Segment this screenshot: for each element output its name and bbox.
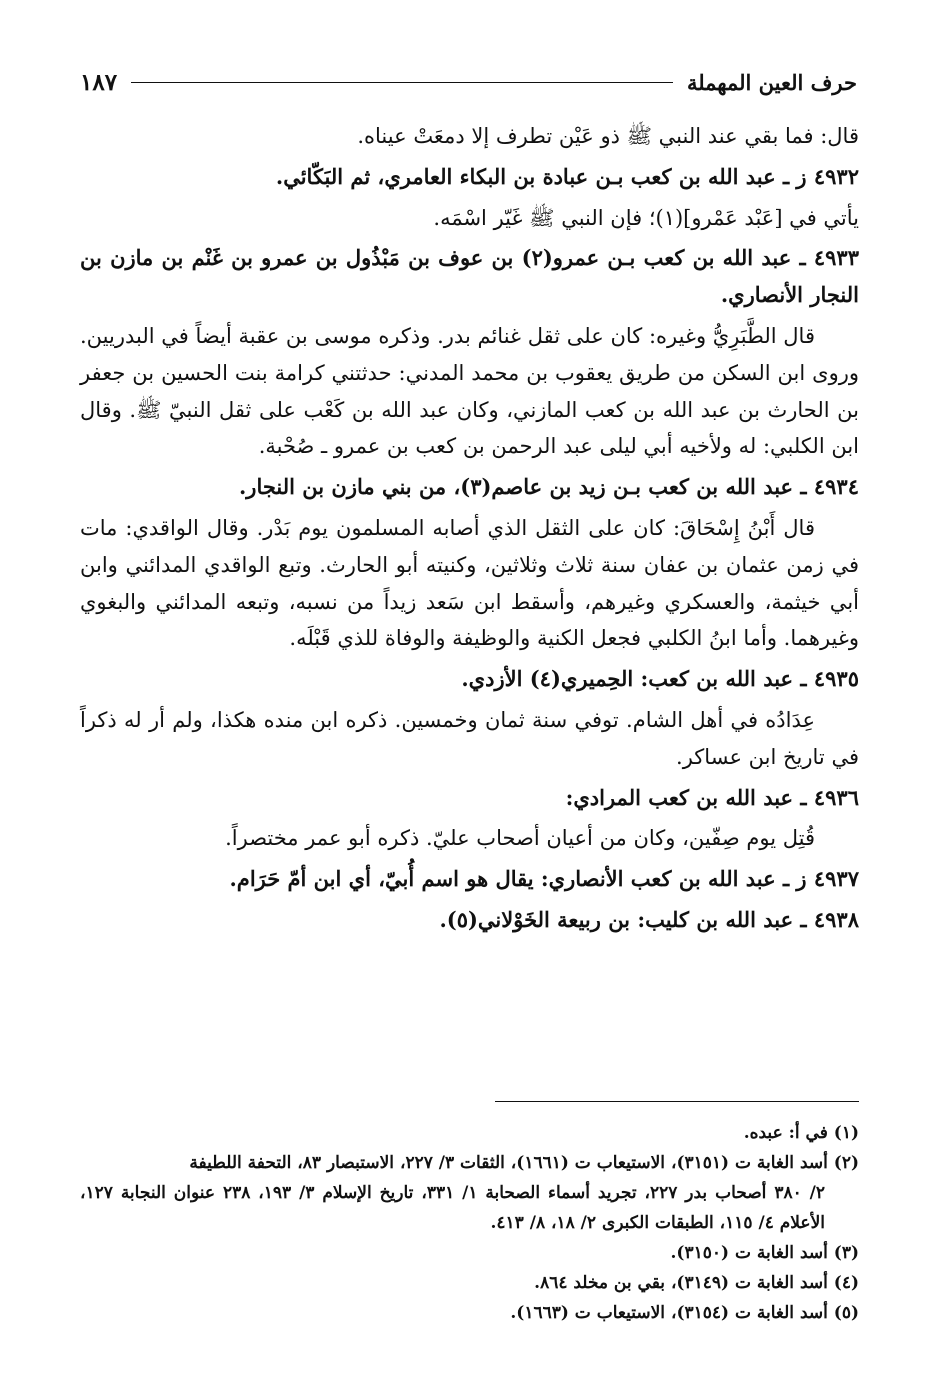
main-text [80, 118, 859, 943]
paragraph: عِدَادُه في أهل الشام. توفي سنة ثمان وخمسين. ذكره ابن منده هكذا، ولم أر له ذكراً في تاريخ ابن عساكر. [80, 707, 859, 769]
footnote-divider [495, 1101, 859, 1102]
header-rule [131, 82, 673, 83]
footnotes [80, 1118, 859, 1328]
paragraph: قُتِل يوم صِفّين، وكان من أعيان أصحاب عليّ. ذكره أبو عمر مختصراً. [225, 826, 815, 851]
footnote: (٢) أسد الغابة ت (٣١٥١)، الاستيعاب ت (١٦٦١)، الثقات ٣/ ٢٢٧، الاستبصار ٨٣، التحفة اللطيفة [189, 1153, 859, 1173]
entry-heading: ٤٩٣٢ ز ـ عبد الله بن كعب بـن عبادة بن البكاء العامري، ثم البَكّائي. [275, 163, 859, 189]
footnote-continuation: ٢/ ٣٨٠ أصحاب بدر ٢٢٧، تجريد أسماء الصحابة ١/ ٣٣١، تاريخ الإسلام ٣/ ١٩٣، ٢٣٨ عنوان النجابة ١٢٧، الأعلام ٤/ ١١٥، الطبقات الكبرى ٢/ ١٨، ٨/ ٤١٣. [80, 1183, 825, 1233]
entry-heading: ٤٩٣٥ ـ عبد الله بن كعب: الحِميري(٤) الأزدي. [461, 666, 859, 692]
paragraph: قال: فما بقي عند النبي ﷺ ذو عَيْن تطرف إلا دمعَتْ عيناه. [357, 124, 859, 148]
entry-heading: ٤٩٣٤ ـ عبد الله بن كعب بـن زيد بن عاصم(٣)، من بني مازن بن النجار. [239, 474, 859, 500]
footnote: (١) في أ: عبده. [743, 1123, 859, 1143]
footnote: (٣) أسد الغابة ت (٣١٥٠). [670, 1243, 859, 1263]
footnote: (٥) أسد الغابة ت (٣١٥٤)، الاستيعاب ت (١٦٦٣). [510, 1303, 859, 1323]
paragraph: قال الطَّبَرِيُّ وغيره: كان على ثقل غنائم بدر. وذكره موسى بن عقبة أيضاً في البدريين. وروى ابن السكن من طريق يعقوب بن محمد المدني: حدثتني كرامة بنت الحسين بن جعفر بن الحارث بن عبد الله بن كعب المازني، وكان عبد الله بن كَعْب على ثقل النبيّ ﷺ. وقال ابن الكلبي: له ولأخيه أبي ليلى عبد الرحمن بن كعب بن عمرو ـ صُحْبة. [80, 323, 859, 459]
paragraph: يأتي في [عَبْد عَمْرو](١)؛ فإن النبي ﷺ غَيّر اسْمَه. [433, 205, 859, 230]
entry-heading: ٤٩٣٨ ـ عبد الله بن كليب: بن ربيعة الخَوْلاني(٥). [439, 906, 859, 932]
entry-heading: ٤٩٣٣ ـ عبد الله بن كعب بـن عمرو(٢) بن عوف بن مَبْذُول بن عمرو بن غَنْم بن مازن بن النجار الأنصاري. [80, 245, 859, 308]
entry-heading: ٤٩٣٧ ز ـ عبد الله بن كعب الأنصاري: يقال هو اسم أُبيّ، أي ابن أمّ حَرَام. [229, 866, 859, 892]
chapter-title: حرف العين المهملة [686, 69, 857, 95]
paragraph: قال أَبْنُ إِسْحَاقَ: كان على الثقل الذي أصابه المسلمون يوم بَدْر. وقال الواقدي: مات في زمن عثمان بن عفان سنة ثلاث وثلاثين، وكنيته أبو الحارث. وتبع الواقدي المدائني وابن أبي خيثمة، والعسكري وغيرهم، وأسقط ابن سَعد زيداً من نسبه، وتبعه المدائني والبغوي وغيرهما. وأما ابنُ الكلبي فجعل الكنية والوظيفة والوفاة للذي قَبْلَه. [80, 515, 859, 651]
running-header [80, 62, 857, 102]
entry-heading: ٤٩٣٦ ـ عبد الله بن كعب المرادي: [565, 784, 859, 810]
footnote: (٤) أسد الغابة ت (٣١٤٩)، بقي بن مخلد ٨٦٤. [534, 1273, 859, 1293]
page-number: ١٨٧ [80, 68, 118, 96]
